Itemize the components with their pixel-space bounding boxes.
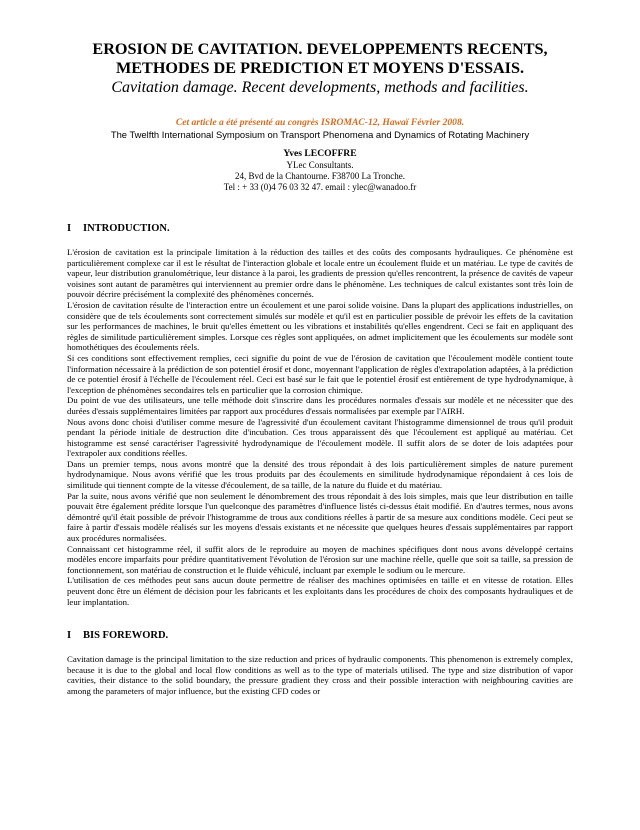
paragraph: Du point de vue des utilisateurs, une telle méthode doit s'inscrire dans les procédures normales d'essais sur modèle et ne nécessiter que des durées d'essais supplémentaires limitées par rapport aux procédures d'essais normalisées par exemple par l'AIRH. <box>67 395 573 416</box>
paragraph: Connaissant cet histogramme réel, il suffit alors de le reproduire au moyen de machines spécifiques dont nous avons développé certains modèles encore imparfaits pour prédire quantitativement l'évolution de l'érosion sur une machine réelle, quelle que soit sa taille, sa pression de fonctionnement, son matériau de construction et le fluide véhiculé, incluant par exemple le sodium ou le mercure. <box>67 543 573 575</box>
contact-line: Tel : + 33 (0)4 76 03 32 47. email : ylec@wanadoo.fr <box>223 182 417 192</box>
section-number: I <box>67 630 72 642</box>
section-body-introduction <box>67 247 573 607</box>
paragraph: L'utilisation de ces méthodes peut sans aucun doute permettre de réaliser des machines optimisées en taille et en vitesse de rotation. Elles peuvent donc être un élément de décision pour les fabricants et les exploitants dans les procédures de choix des composants hydrauliques et de leur implantation. <box>67 575 573 607</box>
section-title: BIS FOREWORD. <box>83 630 169 642</box>
author-name: Yves LECOFFRE <box>283 148 357 159</box>
section-number: I <box>67 223 72 234</box>
paragraph: L'érosion de cavitation est la principale limitation à la réduction des tailles et des coûts des composants hydrauliques. Ce phénomène est particulièrement complexe car il est le résultat de l'interaction globale et locale entre un écoulement fluide et un matériau. Le type de cavités de vapeur, leur distribution granulométrique, leur distance à la paroi, les gradients de pression qu'elles rencontrent, la présence de cavités de vapeur voisines sont autant de paramètres qui interviennent au premier ordre dans le phénomène. Les techniques de calcul existantes sont très loin de pouvoir décrire précisément la complexité des phénomènes concernés. <box>67 247 573 300</box>
section-title: INTRODUCTION. <box>83 223 170 234</box>
section-body-foreword <box>67 654 573 696</box>
paragraph: Dans un premier temps, nous avons montré que la densité des trous répondait à des lois particulièrement simples de nature purement hydrodynamique. Nous avons vérifié que les trous produits par des écoulements en similitude hydrodynamique répondaient à ces lois de similitude qui tiennent compte de la vitesse d'écoulement, de sa taille, de la nature du fluide et du matériau. <box>67 458 573 491</box>
paragraph: L'érosion de cavitation résulte de l'interaction entre un écoulement et une paroi solide voisine. Dans la plupart des applications industrielles, on considère que de tels écoulements sont correctement simulés sur modèle et qu'il est en particulier possible de prévoir les effets de la cavitation sur les performances de machines, le bruit qu'elles émettent ou les vibrations et instabilités qu'elles engendrent. Ceci se fait en appliquant des règles de similitude particulièrement simples. Lorsque ces règles sont appliquées, on admet implicitement que les écoulements sur modèle sont homothétiques des écoulements réels. <box>67 299 573 353</box>
title-line-1: EROSION DE CAVITATION. DEVELOPPEMENTS RECENTS, <box>92 40 548 58</box>
paragraph: Si ces conditions sont effectivement remplies, ceci signifie du point de vue de l'érosion de cavitation que l'écoulement modèle contient toute l'information nécessaire à la prédiction de son potentiel érosif et donc, moyennant l'application de règles d'extrapolation adaptées, à la prédiction de ce potentiel érosif à l'échelle de l'écoulement réel. Ceci est basé sur le fait que le potentiel érosif est entièrement de type hydrodynamique, à l'exception de phénomènes secondaires tels en particulier que la corrosion chimique. <box>67 352 573 395</box>
affiliation-line: YLec Consultants. <box>286 160 354 170</box>
address-line: 24, Bvd de la Chantourne. F38700 La Tronche. <box>235 171 405 181</box>
section-heading-foreword <box>67 629 573 642</box>
paragraph: Cavitation damage is the principal limitation to the size reduction and prices of hydraulic components. This phenomenon is extremely complex, because it is due to the global and local flow conditions as well as to the type of materials utilised. The type and size distribution of vapor cavities, their distance to the solid boundary, the pressure gradient they cross and their possible interaction with neighbouring cavities are among the parameters of major influence, but the existing CFD codes or <box>67 654 573 696</box>
section-heading-introduction <box>67 222 573 235</box>
paragraph: Nous avons donc choisi d'utiliser comme mesure de l'agressivité d'un écoulement cavitant l'histogramme dimensionnel de trous qu'il produit pendant la période initiale de destruction dite d'incubation. Ces trous apparaissent dès que l'écoulement est appliqué au matériau. Cet histogramme est sensé caractériser l'agressivité hydrodynamique de l'écoulement modèle. Il suffit alors de se doter de lois adaptées pour l'extrapoler aux conditions réelles. <box>67 416 573 459</box>
conference-note: Cet article a été présenté au congrès ISROMAC-12, Hawaï Février 2008. <box>175 117 465 128</box>
title-line-2: METHODES DE PREDICTION ET MOYENS D'ESSAIS. <box>115 59 525 77</box>
symposium-line: The Twelfth International Symposium on Transport Phenomena and Dynamics of Rotating Machinery <box>110 129 530 140</box>
subtitle: Cavitation damage. Recent developments, methods and facilities. <box>111 79 529 96</box>
paragraph: Par la suite, nous avons vérifié que non seulement le dénombrement des trous répondait à des lois simples, mais que leur distribution en taille pouvait être également prédite lorsque l'un quelconque des paramètres d'influence listés ci-dessus était modifié. En d'autres termes, nous avons démontré qu'il était possible de prévoir l'histogramme de trous aux conditions réelles à partir de sa mesure aux conditions modèle. Ceci peut se faire à partir d'essais modèle réalisés sur les moyens d'essais existants et ne nécessite que quelques heures d'essais supplémentaires par rapport aux procédures normalisées. <box>67 490 573 544</box>
